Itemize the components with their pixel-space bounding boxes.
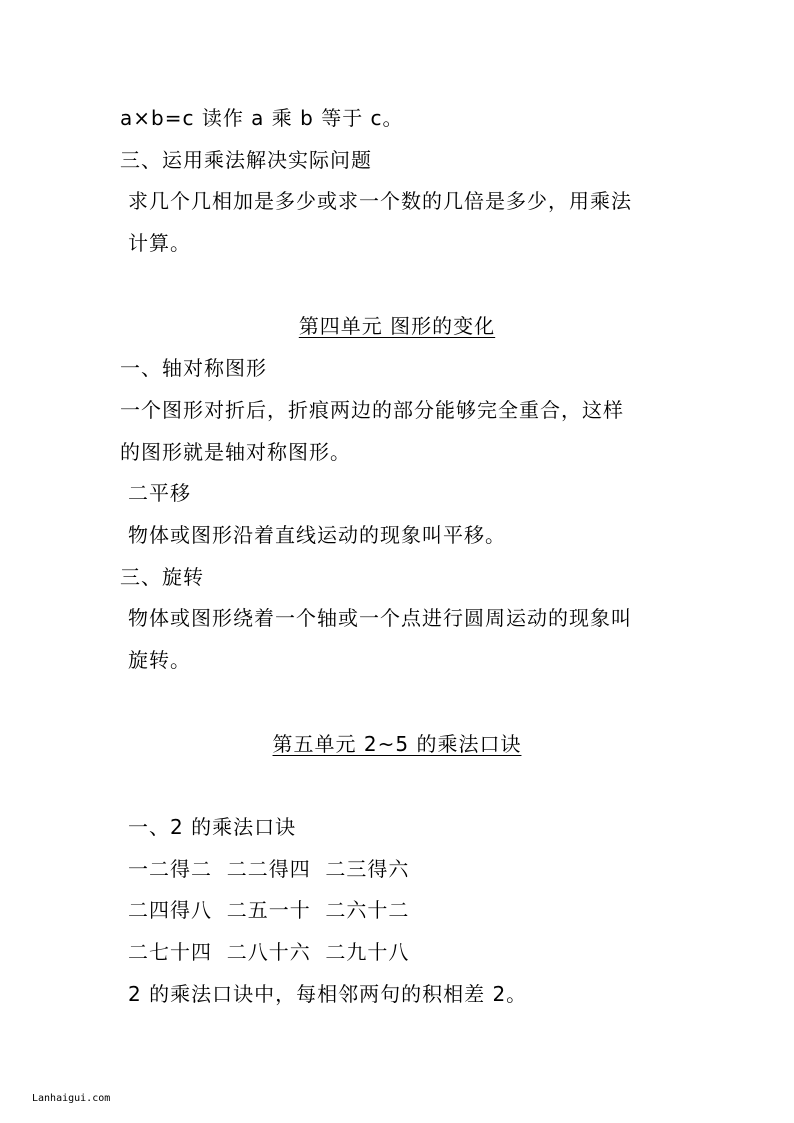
- unit5-times-two-note: 2 的乘法口诀中，每相邻两句的积相差 2。: [128, 982, 528, 1006]
- multiplication-formula-reading: a×b=c 读作 a 乘 b 等于 c。: [120, 106, 404, 130]
- unit4-translation-heading: 二平移: [128, 481, 191, 505]
- unit5-title: 第五单元 2~5 的乘法口诀: [272, 732, 522, 756]
- unit5-times-two-heading: 一、2 的乘法口诀: [128, 815, 297, 839]
- unit4-translation-text: 物体或图形沿着直线运动的现象叫平移。: [128, 523, 506, 547]
- unit4-rotation-text-line2: 旋转。: [128, 648, 191, 672]
- section-heading-apply-multiplication: 三、运用乘法解决实际问题: [120, 148, 372, 172]
- multiplication-rhyme-row: 二七十四 二八十六 二九十八: [128, 940, 410, 964]
- unit4-axis-symmetry-text-line1: 一个图形对折后，折痕两边的部分能够完全重合，这样: [120, 398, 624, 422]
- apply-multiplication-text-line2: 计算。: [128, 231, 191, 255]
- footer-site-watermark: Lanhaigui.com: [32, 1093, 111, 1104]
- multiplication-rhyme-row: 二四得八 二五一十 二六十二: [128, 898, 410, 922]
- unit4-axis-symmetry-text-line2: 的图形就是轴对称图形。: [120, 440, 351, 464]
- unit4-rotation-text-line1: 物体或图形绕着一个轴或一个点进行圆周运动的现象叫: [128, 606, 632, 630]
- unit4-axis-symmetry-heading: 一、轴对称图形: [120, 356, 267, 380]
- unit4-rotation-heading: 三、旋转: [120, 565, 204, 589]
- multiplication-rhyme-row: 一二得二 二二得四 二三得六: [128, 857, 410, 881]
- apply-multiplication-text-line1: 求几个几相加是多少或求一个数的几倍是多少，用乘法: [128, 189, 632, 213]
- unit4-title: 第四单元 图形的变化: [298, 314, 496, 338]
